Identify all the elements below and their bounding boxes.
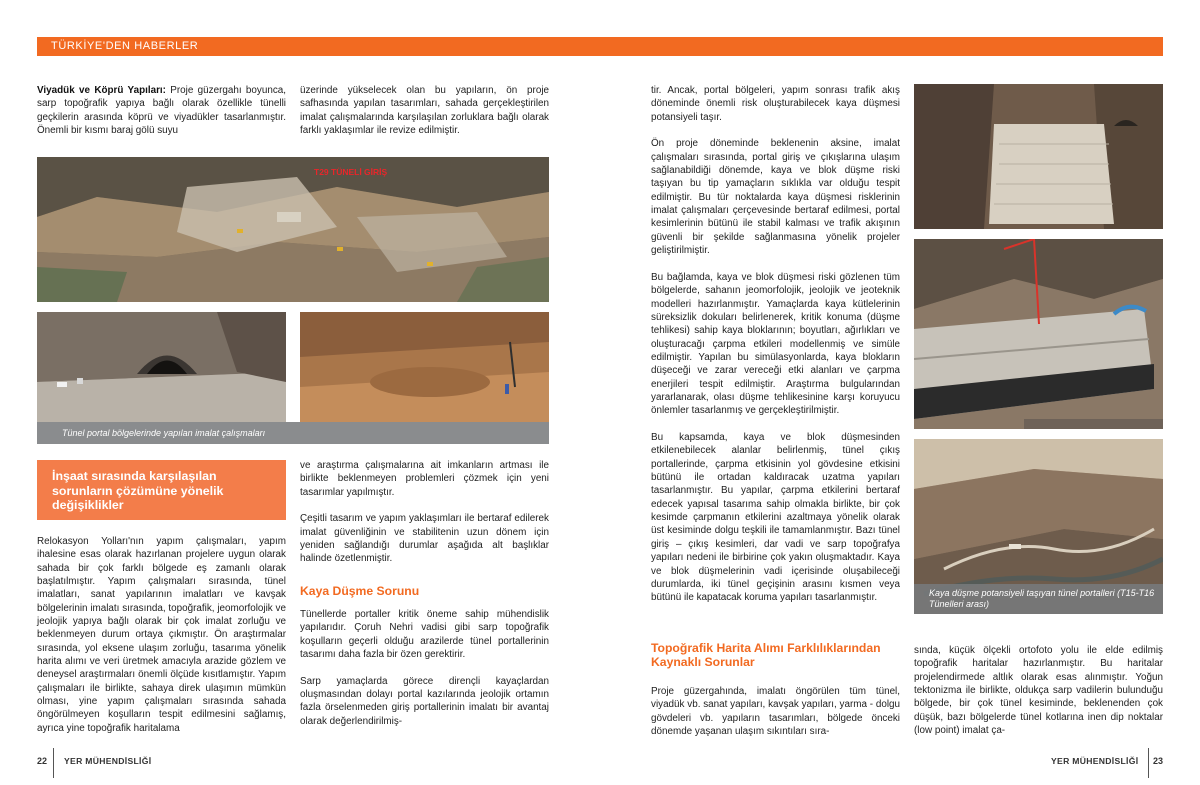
- left-column-2-rockfall: [300, 608, 549, 728]
- portal-canyon-photo: [914, 84, 1163, 229]
- topographic-heading: Topoğrafik Harita Alımı Farklılıklarından Kaynaklı Sorunlar: [651, 641, 881, 669]
- right-photo-caption: [914, 584, 1163, 614]
- right-caption-text: Kaya düşme potansiyeli taşıyan tünel portalleri (T15-T16 Tünelleri arası): [929, 588, 1155, 609]
- gallery-structure-photo: [914, 239, 1163, 429]
- left-column-1-intro: [37, 84, 286, 137]
- right-column-1: [651, 84, 900, 605]
- research-paragraph: ve araştırma çalışmalarına ait imkanların artması ile birlikte beklenmeyen problemleri çözmek için yeni tasarımlar yapılmıştır.: [300, 460, 549, 498]
- right-magazine-name: YER MÜHENDİSLİĞİ: [1051, 756, 1139, 766]
- excavation-photo: [300, 312, 549, 422]
- summary-paragraph: Çeşitli tasarım ve yapım yaklaşımları ile bertaraf edilerek imalat güvenliğinin ve stabilitenin uzun dönem için yeniden sağlandığı durumlar aşağıda alt başlıklar halinde özetlenmiştir.: [300, 513, 549, 565]
- section-header-bar: [37, 37, 1163, 56]
- viaduct-heading: Viyadük ve Köprü Yapıları:: [37, 85, 166, 96]
- right-column-1-topo: [651, 685, 900, 738]
- right-footer-rule: [1148, 748, 1149, 778]
- section-title: TÜRKİYE'DEN HABERLER: [51, 40, 199, 52]
- left-page-number: 22: [37, 756, 48, 766]
- left-photo-caption: [37, 422, 549, 444]
- left-magazine-name: YER MÜHENDİSLİĞİ: [64, 756, 152, 766]
- orthophoto-paragraph: sında, küçük ölçekli ortofoto yolu ile elde edilmiş topoğrafik haritalar hazırlanmıştır. Bu haritalar projelendirmede altlık olarak esas alınmıştır. Yoğun tektonizma ile birlikte, oldukça sarp vadilerin bulunduğu bölgede, bir çok tünel kesiminde, beklenenden çok düşük, bazı bölgelerde tünel kotlarına inen dip noktalar (low point) imalat ça-: [914, 645, 1163, 737]
- tunnel-portal-photo: [37, 312, 286, 422]
- changes-section-title: İnşaat sırasında karşılaşılan sorunların çözümüne yönelik değişiklikler: [52, 469, 224, 513]
- portal-risk-paragraph: tir. Ancak, portal bölgeleri, yapım sonrası trafik akış döneminde önemli risk oluşturabilecek kaya düşmesi potansiyeli taşır.: [651, 85, 900, 123]
- viaduct-text: Proje güzergahı boyunca, sarp topoğrafik yapıya bağlı olarak özellikle tünelli geçkilerin arasında köprü ve viyadükler tasarlanmıştır. Önemli bir kısmı baraj gölü suyu: [37, 85, 286, 137]
- aerial-construction-photo: [37, 157, 549, 302]
- slope-paragraph: Sarp yamaçlarda görece dirençli kayaçlardan oluşmasından dolayı portal kazılarında jeolojik ortamın fazla örselenmeden giriş portallerinin imalatı bir avantaj olarak değerlendirilmiş-: [300, 675, 549, 727]
- rockfall-heading: Kaya Düşme Sorunu: [300, 584, 420, 598]
- left-footer-rule: [53, 748, 54, 778]
- changes-section-box: [37, 460, 286, 520]
- right-column-2-topo: [914, 644, 1163, 737]
- relocation-paragraph: Relokasyon Yolları'nın yapım çalışmaları, yapım ihalesine esas olarak hazırlanan projelere uygun olarak sahada bir çok farklı bölgede eş zamanlı olarak başlatılmıştır. Yapım çalışmaları sırasında, tünel imalatları, sanat yapılarının imalatları ve kavşak bölgelerinin imalatı sırasında, topoğrafik, jeomorfolojik ve jeolojik yapıya bağlı olarak bir çok imalat zorluğu ve beklenmeyen durum ortaya çıkmıştır. Ön araştırmalar sırasında, yol eksene ulaşım zorluğu, tasarıma yönelik harita alımı ve veri üretmek amacıyla arazide gözlem ve deneysel araştırmaları önemli ölçüde kısıtlamıştır. Yapım çalışmaları ile birlikte, sahaya direk ulaşımın mümkün olması, yine yapım çalışmaları sırasında sahada öngörülmeyen koşulların tespit edilmesini sağlamış, ayrıca yine topoğrafik haritalama: [37, 536, 286, 734]
- left-column-2-body: [300, 459, 549, 566]
- left-column-1-body: [37, 535, 286, 735]
- right-page-number: 23: [1153, 756, 1164, 766]
- portal-paragraph: Tünellerde portaller kritik öneme sahip mühendislik yapılarıdır. Çoruh Nehri vadisi gibi sarp topoğrafik koşulların geçerli olduğu arazilerde tünel portallerinin tasarımı daha fazla bir özen gerektirir.: [300, 609, 549, 661]
- left-caption-text: Tünel portal bölgelerinde yapılan imalat çalışmaları: [62, 428, 266, 438]
- left-column-2-intro: [300, 84, 549, 137]
- modeling-paragraph: Bu bağlamda, kaya ve blok düşmesi riski gözlenen tüm bölgelerde, sahanın jeomorfolojik, jeolojik ve jeoteknik modelleri hazırlanmıştır. Yamaçlarda kaya kütlelerinin süreksizlik dokuları belirlenerek, kritik konuma (düşme tehlikesi) sahip kaya bloklarının; boyutları, ağırlıkları ve oluşturacağı çarpma etkileri modellenmiş ve simüle edilmiştir. Yapılan bu simülasyonlarda, kaya blokların düşeceği ve zarar vereceği etki alanları ve çarpma enerjileri tespit edilmiştir. Araştırma bulgularından yararlanarak, olası düşme tehlikesinine karşı koruyucu önlemler tasarlanmış ve gerçekleştirilmiştir.: [651, 271, 900, 417]
- viaduct-text-cont: üzerinde yükselecek olan bu yapıların, ön proje safhasında yapılan tasarımları, sahada gerçekleştirilen imalat çalışmalarında karşılaşılan zorluklara bağlı olarak farklı yaklaşımlar ile revize edilmiştir.: [300, 85, 549, 137]
- protection-paragraph: Bu kapsamda, kaya ve blok düşmesinden etkilenebilecek alanlar belirlenmiş, tünel çıkış portallerinde, çarpma etkisinin yol gövdesine etkisini bütünü ile ortadan kaldıracak uzatma yapıları tasarlanmıştır. Bu yapılar, çarpma etkilerini bertaraf edecek yapısal tasarıma sahip olmakla birlikte, bir çok kesimde çarpmanın etkilerini azaltmaya yönelik olarak üst kesiminde dolgu teşkili ile tamamlanmıştır. Bazı tünel giriş – çıkış kesimleri, dar vadi ve sarp topoğrafya yapıları nedeni ile birbirine çok yakın oluşmaktadır. Kaya ve blok düşmelerinin vadi içerisinde oluşabileceği durumlarda, iki tünel geçişinin arasını kısmen veya bütünü ile kapatacak koruma yapıları tasarlanmıştır.: [651, 432, 900, 604]
- tunnel-t29-label: T29 TÜNELİ GİRİŞ: [314, 167, 388, 177]
- topo-paragraph: Proje güzergahında, imalatı öngörülen tüm tünel, viyadük vb. sanat yapıları, kavşak yapıları, yarma - dolgu gövdeleri vb. yapıların tasarımları, bölgede önceki dönemde yaşanan ulaşım sıkıntıları sıra-: [651, 686, 900, 738]
- preproject-paragraph: Ön proje döneminde beklenenin aksine, imalat çalışmaları sırasında, portal giriş ve çıkışlarına ulaşım sağlanabildiği dönemde, kaya ve blok düşme riski taşıyan bu tip yamaçların sıklıkla var olduğu tespit edilmiştir. Bu tür noktalarda kaya düşmesi risklerinin imalat çalışmaları çerçevesinde bertaraf edilmesi, portal kesimlerinin bütünü ile stabil kalması ve trafik akışının güvenli bir şekilde sağlanmasına yönelik projeler geliştirilmiştir.: [651, 138, 900, 257]
